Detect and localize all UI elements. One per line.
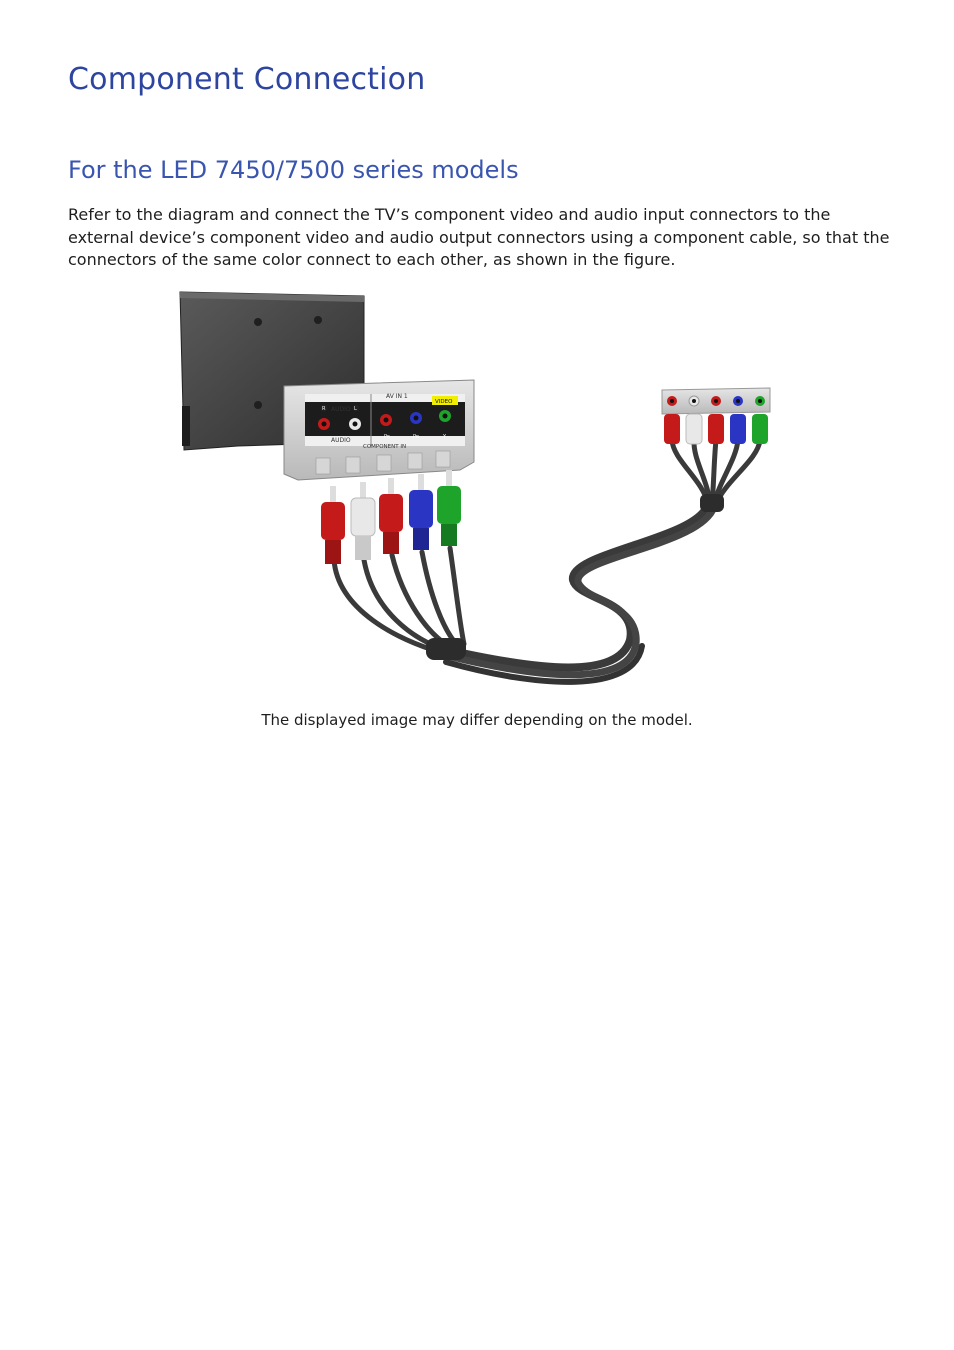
left-plugs xyxy=(321,470,461,564)
video-label: VIDEO xyxy=(435,399,453,405)
audio-top-label: AUDIO xyxy=(331,406,351,413)
pb-label: Pʙ xyxy=(413,434,419,440)
page-title: Component Connection xyxy=(68,62,426,97)
cable-clip-right xyxy=(700,494,724,512)
component-in-label: COMPONENT IN xyxy=(363,444,407,450)
figure-caption: The displayed image may differ depending on the model. xyxy=(261,711,693,729)
body-paragraph: Refer to the diagram and connect the TV’s component video and audio input connectors to the external device’s component video and audio output connectors using a component cable, so that the connectors of the same color connect to each other, as shown in the figure. xyxy=(68,205,890,270)
y-label: Y xyxy=(443,434,447,440)
l-label: L xyxy=(354,406,357,412)
connection-diagram-svg xyxy=(178,290,778,700)
connection-diagram xyxy=(178,290,778,700)
external-device-panel xyxy=(662,388,770,414)
cable-clip-left xyxy=(426,638,466,660)
audio-bottom-label: AUDIO xyxy=(331,437,351,444)
r-label: R xyxy=(322,406,326,412)
component-cable xyxy=(334,440,760,682)
right-plugs xyxy=(664,414,768,444)
section-title: For the LED 7450/7500 series models xyxy=(68,156,519,184)
tv-input-panel xyxy=(284,380,474,480)
av-in-label: AV IN 1 xyxy=(386,393,408,400)
pr-label: Pʀ xyxy=(384,434,391,440)
